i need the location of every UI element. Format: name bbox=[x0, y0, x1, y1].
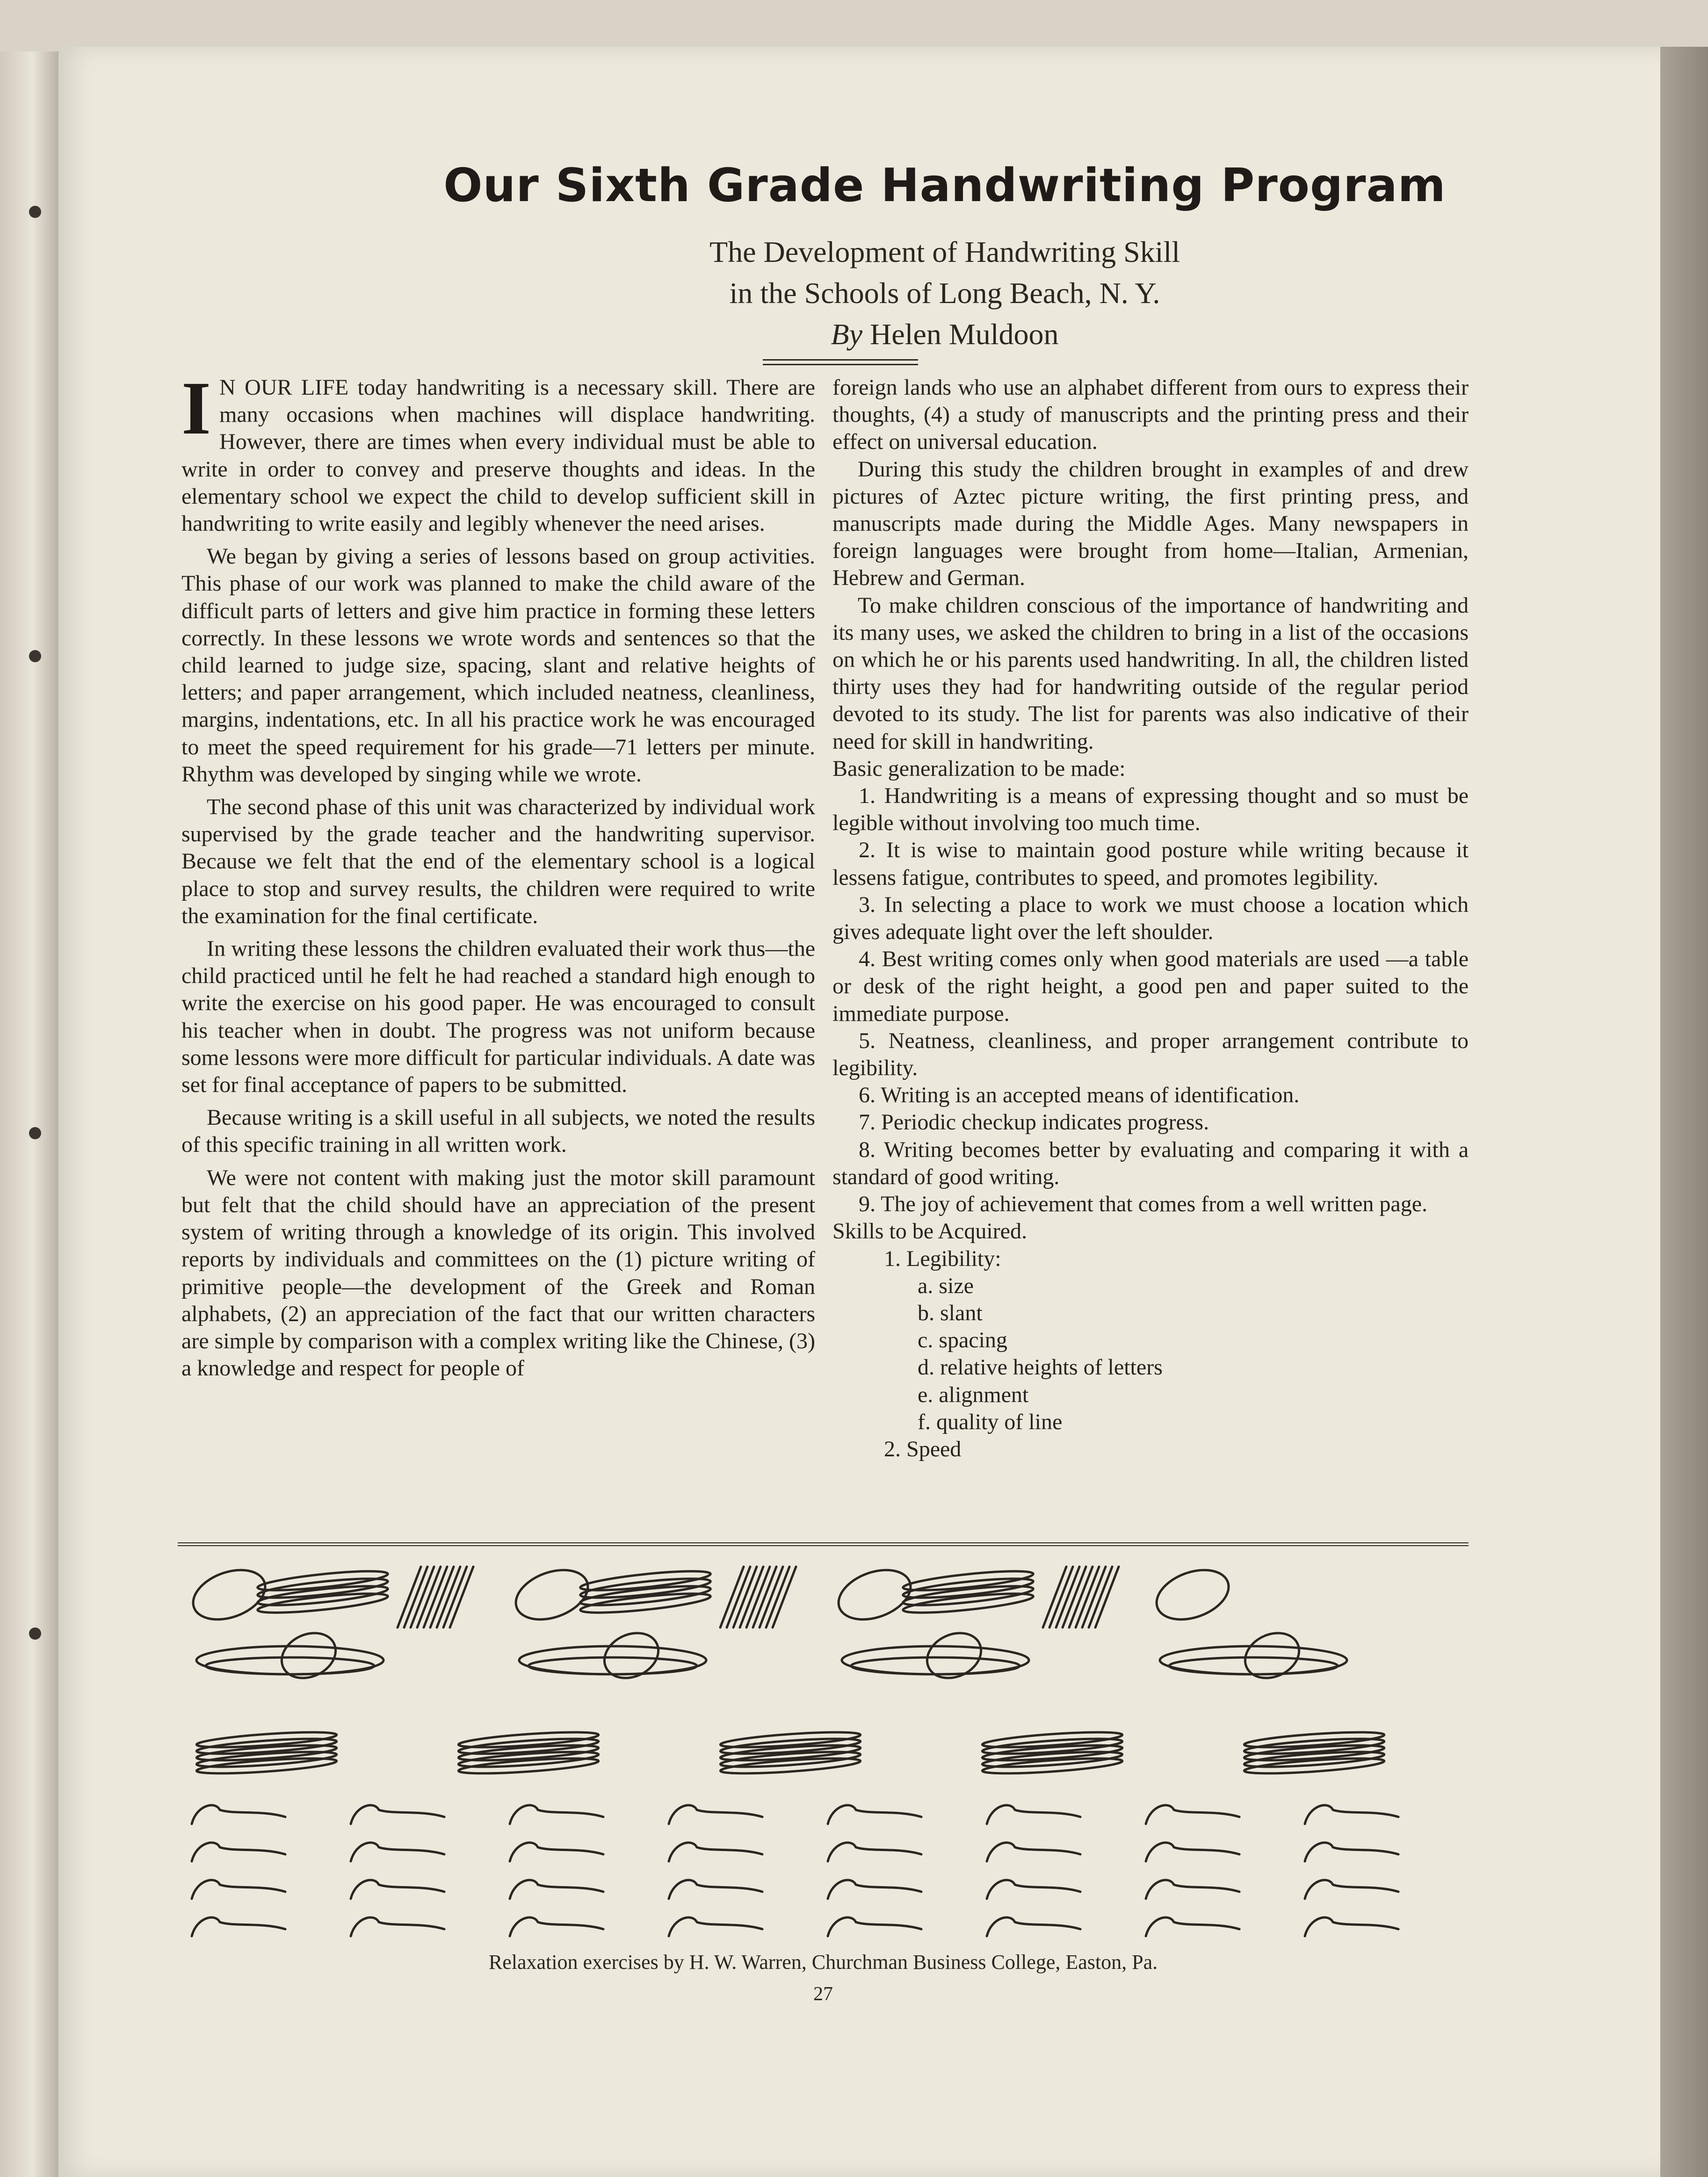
connective-stroke bbox=[669, 1843, 762, 1861]
slant-stroke bbox=[1049, 1567, 1073, 1627]
slant-stroke bbox=[437, 1567, 460, 1627]
sub-list-item: d. relative heights of letters bbox=[918, 1355, 1163, 1380]
slant-stroke bbox=[1063, 1567, 1086, 1627]
connective-stroke bbox=[1146, 1843, 1239, 1861]
slant-stroke bbox=[411, 1567, 434, 1627]
figure-top-rule bbox=[178, 1542, 1469, 1546]
margin-mark bbox=[29, 1627, 41, 1640]
margin-mark bbox=[29, 650, 41, 662]
paragraph: In writing these lessons the children evaluated their work thus—the child practiced until he felt he had reached a standard high enough to write the exercise on his good paper. He was encouraged to consult his teacher when in doubt. The progress was not uniform because some lessons were more difficult for particular individuals. A date was set for final acceptance of papers to be submitted. bbox=[181, 936, 815, 1098]
byline-name: Helen Muldoon bbox=[870, 318, 1059, 351]
connective-stroke bbox=[192, 1917, 285, 1936]
list-item: 1. Handwriting is a means of expressing thought and so must be legible without involving too much time. bbox=[832, 783, 1469, 836]
slant-stroke bbox=[1043, 1567, 1066, 1627]
connective-stroke bbox=[1146, 1880, 1239, 1899]
sub-list-item: c. spacing bbox=[918, 1328, 1007, 1353]
byline bbox=[201, 314, 1688, 355]
oval-exercise bbox=[1150, 1562, 1235, 1628]
slant-stroke bbox=[1082, 1567, 1106, 1627]
connective-stroke bbox=[828, 1917, 921, 1936]
connective-stroke bbox=[828, 1880, 921, 1899]
sub-list-item: a. size bbox=[918, 1273, 974, 1298]
connective-stroke bbox=[351, 1843, 444, 1861]
connective-stroke bbox=[351, 1880, 444, 1899]
paragraph bbox=[181, 367, 815, 537]
article-title: Our Sixth Grade Handwriting Program bbox=[443, 159, 1446, 212]
margin-mark bbox=[29, 206, 41, 218]
article-subtitle-line2: in the Schools of Long Beach, N. Y. bbox=[729, 276, 1160, 310]
loop-exercise bbox=[851, 1657, 1020, 1674]
slant-stroke bbox=[1069, 1567, 1093, 1627]
slant-stroke bbox=[773, 1567, 796, 1627]
paragraph: foreign lands who use an alphabet different from ours to express their thoughts, (4) a study of manuscripts and the printing press and their effect on universal education. bbox=[832, 375, 1469, 455]
slant-stroke bbox=[443, 1567, 467, 1627]
slant-stroke bbox=[1056, 1567, 1079, 1627]
connective-stroke bbox=[669, 1805, 762, 1824]
connective-stroke bbox=[987, 1805, 1080, 1824]
slant-stroke bbox=[727, 1567, 750, 1627]
connective-stroke bbox=[1305, 1880, 1398, 1899]
list-item: 2. It is wise to maintain good posture while writing because it lessens fatigue, contributes to speed, and promotes legibility. bbox=[832, 838, 1469, 890]
article-subtitle-line1: The Development of Handwriting Skill bbox=[709, 235, 1180, 268]
slant-stroke bbox=[1076, 1567, 1099, 1627]
pen-strokes bbox=[187, 1562, 1398, 1936]
list-item: 9. The joy of achievement that comes from a well written page. bbox=[859, 1192, 1428, 1217]
connective-stroke bbox=[828, 1805, 921, 1824]
slant-stroke bbox=[450, 1567, 473, 1627]
generalization-heading: Basic generalization to be made: bbox=[832, 756, 1126, 781]
oval-exercise bbox=[1238, 1625, 1307, 1686]
margin-mark bbox=[29, 1127, 41, 1139]
connective-stroke bbox=[1305, 1805, 1398, 1824]
slant-stroke bbox=[404, 1567, 427, 1627]
connective-stroke bbox=[192, 1880, 285, 1899]
slant-stroke bbox=[398, 1567, 421, 1627]
list-item: 4. Best writing comes only when good materials are used —a table or desk of the right height, a good pen and paper suited to the immediate purpose. bbox=[832, 947, 1469, 1026]
connective-stroke bbox=[1146, 1917, 1239, 1936]
paragraph: The second phase of this unit was characterized by individual work supervised by the grade teacher and the handwriting supervisor. Because we felt that the end of the elementary school is a logical place to stop and survey results, the children were required to write the examination for the final certificate. bbox=[181, 795, 815, 928]
paragraph: To make children conscious of the importance of handwriting and its many uses, we asked the children to bring in a list of the occasions on which he or his parents used handwriting. In all, the children listed thirty uses they had for handwriting outside of the regular period devoted to its study. The list for parents was also indicative of their need for skill in handwriting. bbox=[832, 593, 1469, 754]
byline-prefix: By bbox=[831, 318, 862, 351]
connective-stroke bbox=[510, 1880, 603, 1899]
oval-exercise bbox=[920, 1625, 989, 1686]
paragraph: Because writing is a skill useful in all subjects, we noted the results of this specific training in all written work. bbox=[181, 1105, 815, 1157]
connective-stroke bbox=[987, 1917, 1080, 1936]
connective-stroke bbox=[1146, 1805, 1239, 1824]
slant-stroke bbox=[753, 1567, 776, 1627]
loop-exercise bbox=[206, 1657, 374, 1674]
drop-cap: I bbox=[181, 367, 211, 450]
paragraph: We began by giving a series of lessons based on group activities. This phase of our work was planned to make the child aware of the difficult parts of letters and give him practice in forming these letters correctly. In these lessons we wrote words and sentences so that the child learned to judge size, spacing, slant and relative heights of letters; and paper arrangement, which included neatness, cleanliness, margins, indentations, etc. In all his practice work he was encouraged to meet the speed requirement for his grade—71 letters per minute. Rhythm was developed by singing while we wrote. bbox=[181, 544, 815, 787]
paragraph-text: N OUR LIFE today handwriting is a necessary skill. There are many occasions when machines will displace handwriting. However, there are times when every individual must be able to write in order to convey and preserve thoughts and ideas. In the elementary school we expect the child to develop sufficient skill in handwriting to write easily and legibly whenever the need arises. bbox=[181, 375, 815, 536]
slant-stroke bbox=[417, 1567, 441, 1627]
right-column bbox=[832, 374, 1469, 1463]
connective-stroke bbox=[510, 1917, 603, 1936]
slant-stroke bbox=[740, 1567, 763, 1627]
oval-exercise bbox=[597, 1625, 666, 1686]
connective-stroke bbox=[987, 1843, 1080, 1861]
list-item: 3. In selecting a place to work we must choose a location which gives adequate light over the left shoulder. bbox=[832, 892, 1469, 945]
sub-list-item: b. slant bbox=[918, 1300, 983, 1325]
slant-stroke bbox=[766, 1567, 789, 1627]
figure-caption: Relaxation exercises by H. W. Warren, Churchman Business College, Easton, Pa. bbox=[488, 1951, 1158, 1974]
sub-list-item: e. alignment bbox=[918, 1382, 1029, 1407]
connective-stroke bbox=[1305, 1917, 1398, 1936]
page-number: 27 bbox=[813, 1983, 833, 2005]
connective-stroke bbox=[828, 1843, 921, 1861]
paragraph: During this study the children brought in examples of and drew pictures of Aztec picture writing, the first printing press, and manuscripts made during the Middle Ages. Many newspapers in foreign languages were brought from home—Italian, Armenian, Hebrew and German. bbox=[832, 456, 1469, 591]
connective-stroke bbox=[192, 1805, 285, 1824]
skills-heading: Skills to be Acquired. bbox=[832, 1219, 1027, 1244]
slant-stroke bbox=[720, 1567, 744, 1627]
connective-stroke bbox=[351, 1805, 444, 1824]
slant-stroke bbox=[424, 1567, 447, 1627]
slant-stroke bbox=[760, 1567, 783, 1627]
connective-stroke bbox=[669, 1917, 762, 1936]
list-item: 1. Legibility: bbox=[884, 1246, 1001, 1271]
slant-stroke bbox=[430, 1567, 454, 1627]
connective-stroke bbox=[1305, 1843, 1398, 1861]
connective-stroke bbox=[351, 1917, 444, 1936]
connective-stroke bbox=[669, 1880, 762, 1899]
page-right-edge bbox=[1660, 47, 1708, 2177]
slant-stroke bbox=[746, 1567, 770, 1627]
connective-stroke bbox=[192, 1843, 285, 1861]
slant-stroke bbox=[1095, 1567, 1119, 1627]
connective-stroke bbox=[510, 1805, 603, 1824]
list-item: 5. Neatness, cleanliness, and proper arrangement contribute to legibility. bbox=[832, 1028, 1469, 1081]
slant-stroke bbox=[1089, 1567, 1112, 1627]
list-item: 6. Writing is an accepted means of identification. bbox=[859, 1083, 1300, 1108]
list-item: 2. Speed bbox=[884, 1436, 962, 1461]
list-item: 7. Periodic checkup indicates progress. bbox=[859, 1110, 1209, 1135]
left-page-edge bbox=[0, 51, 58, 2177]
loop-exercise bbox=[1169, 1657, 1338, 1674]
loop-exercise bbox=[528, 1657, 697, 1674]
slant-stroke bbox=[733, 1567, 757, 1627]
connective-stroke bbox=[510, 1843, 603, 1861]
paragraph: We were not content with making just the motor skill paramount but felt that the child should have an appreciation of the present system of writing through a knowledge of its origin. This involved reports by individuals and committees on the (1) picture writing of primitive people—the development of the Greek and Roman alphabets, (2) an appreciation of the fact that our written characters are simple by comparison with a complex writing like the Chinese, (3) a knowledge and respect for people of bbox=[181, 1165, 815, 1381]
list-item: 8. Writing becomes better by evaluating and comparing it with a standard of good writing. bbox=[832, 1137, 1469, 1189]
left-column bbox=[181, 367, 815, 1382]
title-rule bbox=[763, 359, 918, 365]
sub-list-item: f. quality of line bbox=[918, 1409, 1063, 1434]
oval-exercise bbox=[275, 1625, 343, 1686]
relaxation-exercises-figure bbox=[187, 1562, 1487, 1946]
connective-stroke bbox=[987, 1880, 1080, 1899]
